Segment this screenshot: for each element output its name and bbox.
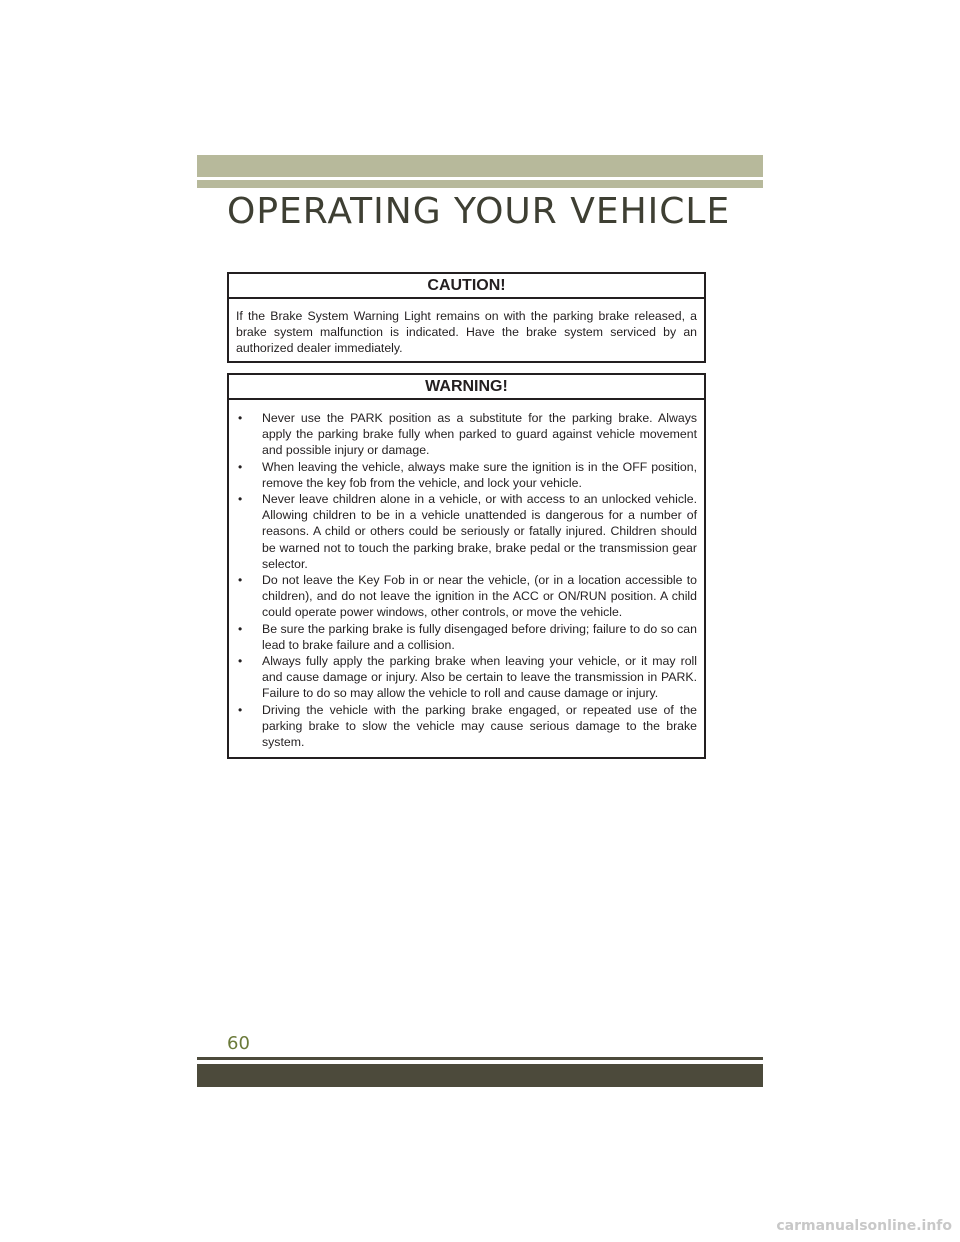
watermark: carmanualsonline.info: [776, 1218, 952, 1234]
bullet-icon: •: [238, 459, 243, 474]
warning-item: [236, 653, 697, 702]
warning-item-text: Never use the PARK position as a substitute for the parking brake. Always apply the parking brake fully when parked to guard against vehicle movement and possible injury or damage.: [262, 411, 697, 458]
footer-accent-band: [197, 1064, 763, 1087]
warning-item: [236, 459, 697, 491]
warning-item-text: Always fully apply the parking brake when leaving your vehicle, or it may roll and cause damage or injury. Also be certain to leave the transmission in PARK. Failure to do so may allow the vehicle to roll and cause damage or injury.: [262, 654, 697, 701]
footer-accent-stripe: [197, 1057, 763, 1060]
warning-item-text: When leaving the vehicle, always make sure the ignition is in the OFF position, remove the key fob from the vehicle, and lock your vehicle.: [262, 459, 697, 490]
warning-item-text: Be sure the parking brake is fully disengaged before driving; failure to do so can lead to brake failure and a collision.: [262, 621, 697, 652]
warning-title: WARNING!: [229, 375, 704, 400]
warning-list: [229, 400, 704, 750]
bullet-icon: •: [238, 654, 243, 669]
section-title: OPERATING YOUR VEHICLE: [227, 191, 731, 232]
warning-item: [236, 491, 697, 572]
caution-box: [227, 272, 706, 363]
bullet-icon: •: [238, 573, 243, 588]
warning-item: [236, 621, 697, 653]
warning-item-text: Do not leave the Key Fob in or near the vehicle, (or in a location accessible to children), and do not leave the ignition in the ACC or ON/RUN position. A child could operate power windows, other controls, or move the vehicle.: [262, 573, 697, 620]
caution-title: CAUTION!: [229, 274, 704, 299]
warning-item: [236, 410, 697, 459]
bullet-icon: •: [238, 621, 243, 636]
page-number: 60: [227, 1033, 250, 1054]
header-accent-band: [197, 155, 763, 177]
warning-box: [227, 373, 706, 759]
header-accent-stripe: [197, 180, 763, 188]
warning-item-text: Never leave children alone in a vehicle, or with access to an unlocked vehicle. Allowing children to be in a vehicle unattended is dangerous for a number of reasons. A child or others could be seriously or fatally injured. Children should be warned not to touch the parking brake, brake pedal or the transmission gear selector.: [262, 492, 697, 571]
bullet-icon: •: [238, 411, 243, 425]
bullet-icon: •: [238, 492, 243, 507]
warning-item-text: Driving the vehicle with the parking brake engaged, or repeated use of the parking brake to slow the vehicle may cause serious damage to the brake system.: [262, 702, 697, 750]
bullet-icon: •: [238, 702, 243, 717]
caution-text: If the Brake System Warning Light remains on with the parking brake released, a brake system malfunction is indicated. Have the brake system serviced by an authorized dealer immediately.: [236, 309, 697, 356]
warning-item: [236, 572, 697, 621]
warning-item: [236, 702, 697, 751]
